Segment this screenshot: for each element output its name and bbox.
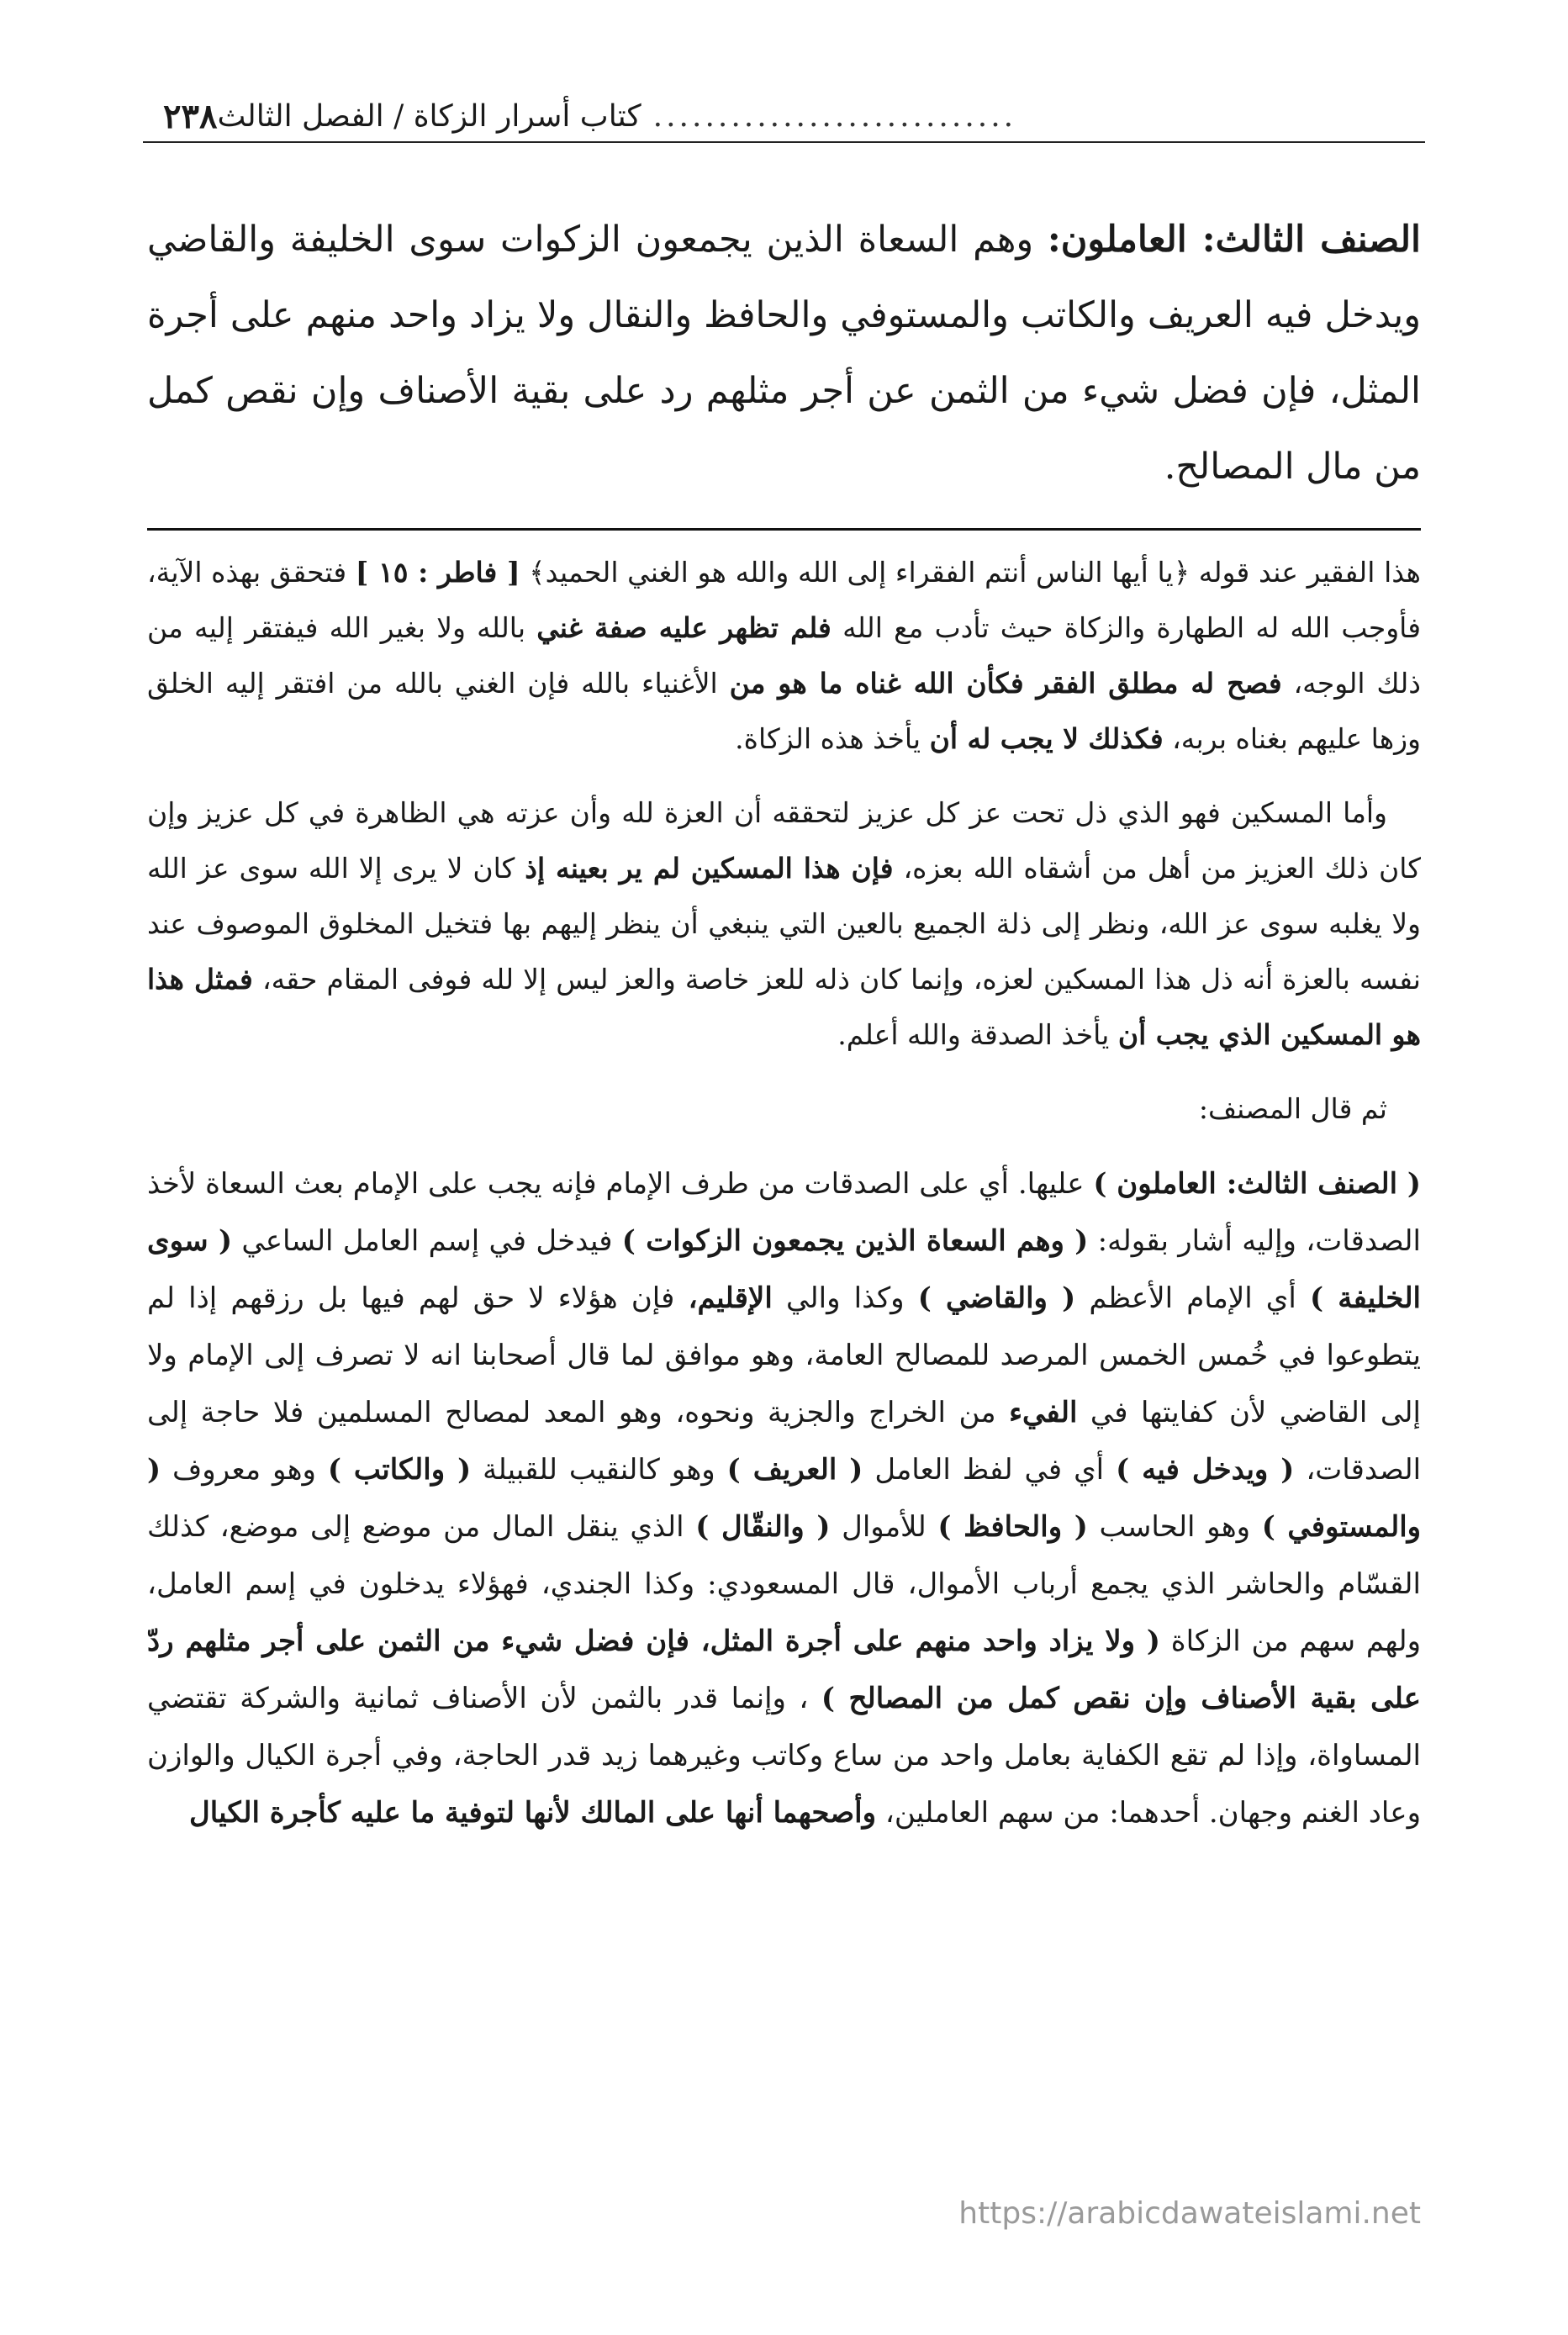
running-head-title: كتاب أسرار الزكاة / الفصل الثالث bbox=[217, 98, 641, 134]
note-text: من الخراج والجزية ونحوه، وهو المعد لمصالح المسلمين فلا حاجة إلى الصدقات، bbox=[147, 1396, 1422, 1487]
note-text: وهو معروف bbox=[172, 1453, 316, 1487]
page-header bbox=[143, 91, 1425, 143]
quoted-matn: ( الصنف الثالث: العاملون ) bbox=[1093, 1167, 1421, 1201]
note-text: فإن هؤلاء لا حق لهم فيها بل رزقهم إذا لم يتطوعوا في خُمس الخمس المرصد للمصالح العامة، وهو موافق لما قال أصحابنا انه لا تصرف إلى الإمام ولا إلى القاضي لأن كفايتها في bbox=[147, 1281, 1421, 1429]
note-text: للأموال bbox=[842, 1510, 927, 1544]
verse-reference: [ فاطر : ١٥ ] bbox=[355, 556, 520, 589]
quoted-matn: ( والمستوفي ) bbox=[147, 1453, 1422, 1544]
page-number: ٢٣٨ bbox=[163, 96, 218, 136]
note-text: فيدخل في إسم العامل الساعي bbox=[241, 1224, 613, 1258]
note-text: أي الإمام الأعظم bbox=[1089, 1281, 1296, 1315]
note-text: يأخذ هذه الزكاة. bbox=[735, 722, 921, 755]
commentary bbox=[147, 545, 1421, 1860]
running-head bbox=[217, 99, 1028, 134]
note-text: بالله ولا بغير الله فيفتقر إليه من ذلك الوجه، bbox=[147, 611, 1421, 700]
watermark: https://arabicdawateislami.net bbox=[958, 2196, 1421, 2231]
main-text bbox=[147, 202, 1421, 505]
note-text: وهو كالنقيب للقبيلة bbox=[483, 1453, 715, 1487]
note-paragraph-2 bbox=[147, 785, 1421, 1063]
note-emphasis: الفيء bbox=[1009, 1396, 1078, 1429]
note-emphasis: الإقليم، bbox=[688, 1281, 773, 1315]
note-emphasis: فكذلك لا يجب له أن bbox=[929, 722, 1164, 755]
note-paragraph-4 bbox=[147, 1155, 1421, 1841]
dot-leader: ............................ bbox=[652, 98, 1017, 134]
note-emphasis: فلم تظهر عليه صفة غني bbox=[536, 611, 832, 644]
note-text: الأغنياء بالله فإن الغني بالله من افتقر إليه الخلق وزها عليهم بغناه بربه، bbox=[147, 667, 1421, 755]
quoted-matn: ( وهم السعاة الذين يجمعون الزكوات ) bbox=[621, 1224, 1089, 1258]
note-text: فتحقق بهذه الآية، فأوجب الله له الطهارة والزكاة حيث تأدب مع الله bbox=[147, 556, 1421, 644]
note-paragraph-3: ثم قال المصنف: bbox=[1198, 1092, 1387, 1125]
note-text: وكذا والي bbox=[785, 1281, 905, 1315]
note-text: كان لا يرى إلا الله سوى عز الله ولا يغلبه سوى عز الله، ونظر إلى ذلة الجميع بالعين التي ينبغي أن ينظر إليهم بها فتخيل المخلوق الموصوف عند نفسه بالعزة أنه ذل هذا المسكين لعزه، وإنما bbox=[147, 852, 1421, 996]
quoted-matn: ( والنقّال ) bbox=[695, 1510, 831, 1544]
note-text: هذا الفقير عند قوله ﴿يا أيها الناس أنتم الفقراء إلى الله والله هو الغني الحميد﴾ bbox=[529, 556, 1421, 589]
note-text: الذي ينقل المال من موضع إلى موضع، كذلك القسّام والحاشر الذي يجمع أرباب الأموال، قال المسعودي: وكذا الجندي، فهؤلاء يدخلون في إسم العامل، ولهم سهم من الزكاة bbox=[147, 1510, 1422, 1658]
quoted-matn: ( ويدخل فيه ) bbox=[1116, 1453, 1295, 1487]
note-text: كان ذله للعز خاصة والعز ليس إلا لله فوفى المقام حقه، bbox=[261, 963, 902, 996]
note-text: عليها. أي على الصدقات من طرف الإمام فإنه يجب على الإمام بعث السعاة لأخذ الصدقات، وإليه أشار بقوله: bbox=[147, 1167, 1421, 1258]
quoted-matn: ( والحافظ ) bbox=[937, 1510, 1088, 1544]
footnote-divider bbox=[147, 528, 1421, 531]
quoted-matn: ( والكاتب ) bbox=[327, 1453, 472, 1487]
note-text: أي في لفظ العامل bbox=[874, 1453, 1105, 1487]
note-emphasis: وأصحهما أنها على المالك لأنها لتوفية ما عليه كأجرة الكيال bbox=[189, 1796, 877, 1830]
note-text: يأخذ الصدقة والله أعلم. bbox=[837, 1018, 1110, 1051]
quoted-matn: ( والقاضي ) bbox=[917, 1281, 1076, 1315]
note-text: وأما المسكين فهو الذي ذل تحت عز كل عزيز لتحققه أن العزة لله وأن عزته هي الظاهرة في كل عزيز وإن كان ذلك العزيز من أهل من أشقاه الله بعزه، bbox=[147, 796, 1421, 885]
main-lead: الصنف الثالث: العاملون: bbox=[1047, 219, 1421, 261]
note-paragraph-1 bbox=[147, 545, 1421, 767]
note-text: وهو الحاسب bbox=[1099, 1510, 1251, 1544]
quoted-matn: ( سوى الخليفة ) bbox=[147, 1224, 1421, 1315]
note-emphasis: فصح له مطلق الفقر فكأن الله غناه ما هو من bbox=[729, 667, 1282, 700]
quoted-matn: ( العريف ) bbox=[726, 1453, 863, 1487]
note-emphasis: فإن هذا المسكين لم ير بعينه إذ bbox=[525, 852, 894, 885]
main-body: وهم السعاة الذين يجمعون الزكوات سوى الخليفة والقاضي ويدخل فيه العريف والكاتب والمستوفي والحافظ والنقال ولا يزاد واحد منهم على أجرة المثل، فإن فضل شيء من الثمن عن أجر مثلهم رد على بقية الأصناف وإن نقص كمل من مال المصالح. bbox=[147, 219, 1421, 488]
note-emphasis: فمثل هذا هو المسكين الذي يجب أن bbox=[147, 963, 1421, 1051]
note-text: ، وإنما قدر بالثمن لأن الأصناف ثمانية والشركة تقتضي المساواة، وإذا لم تقع الكفاية بعامل واحد من ساع وكاتب وغيرهما زيد قدر الحاجة، وفي أجرة الكيال والوازن وعاد الغنم وجهان. أحدهما: من سهم العاملين، bbox=[147, 1682, 1421, 1830]
quoted-matn: ( ولا يزاد واحد منهم على أجرة المثل، فإن فضل شيء من الثمن على أجر مثلهم ردّ على بقية الأصناف وإن نقص كمل من المصالح ) bbox=[147, 1624, 1421, 1715]
